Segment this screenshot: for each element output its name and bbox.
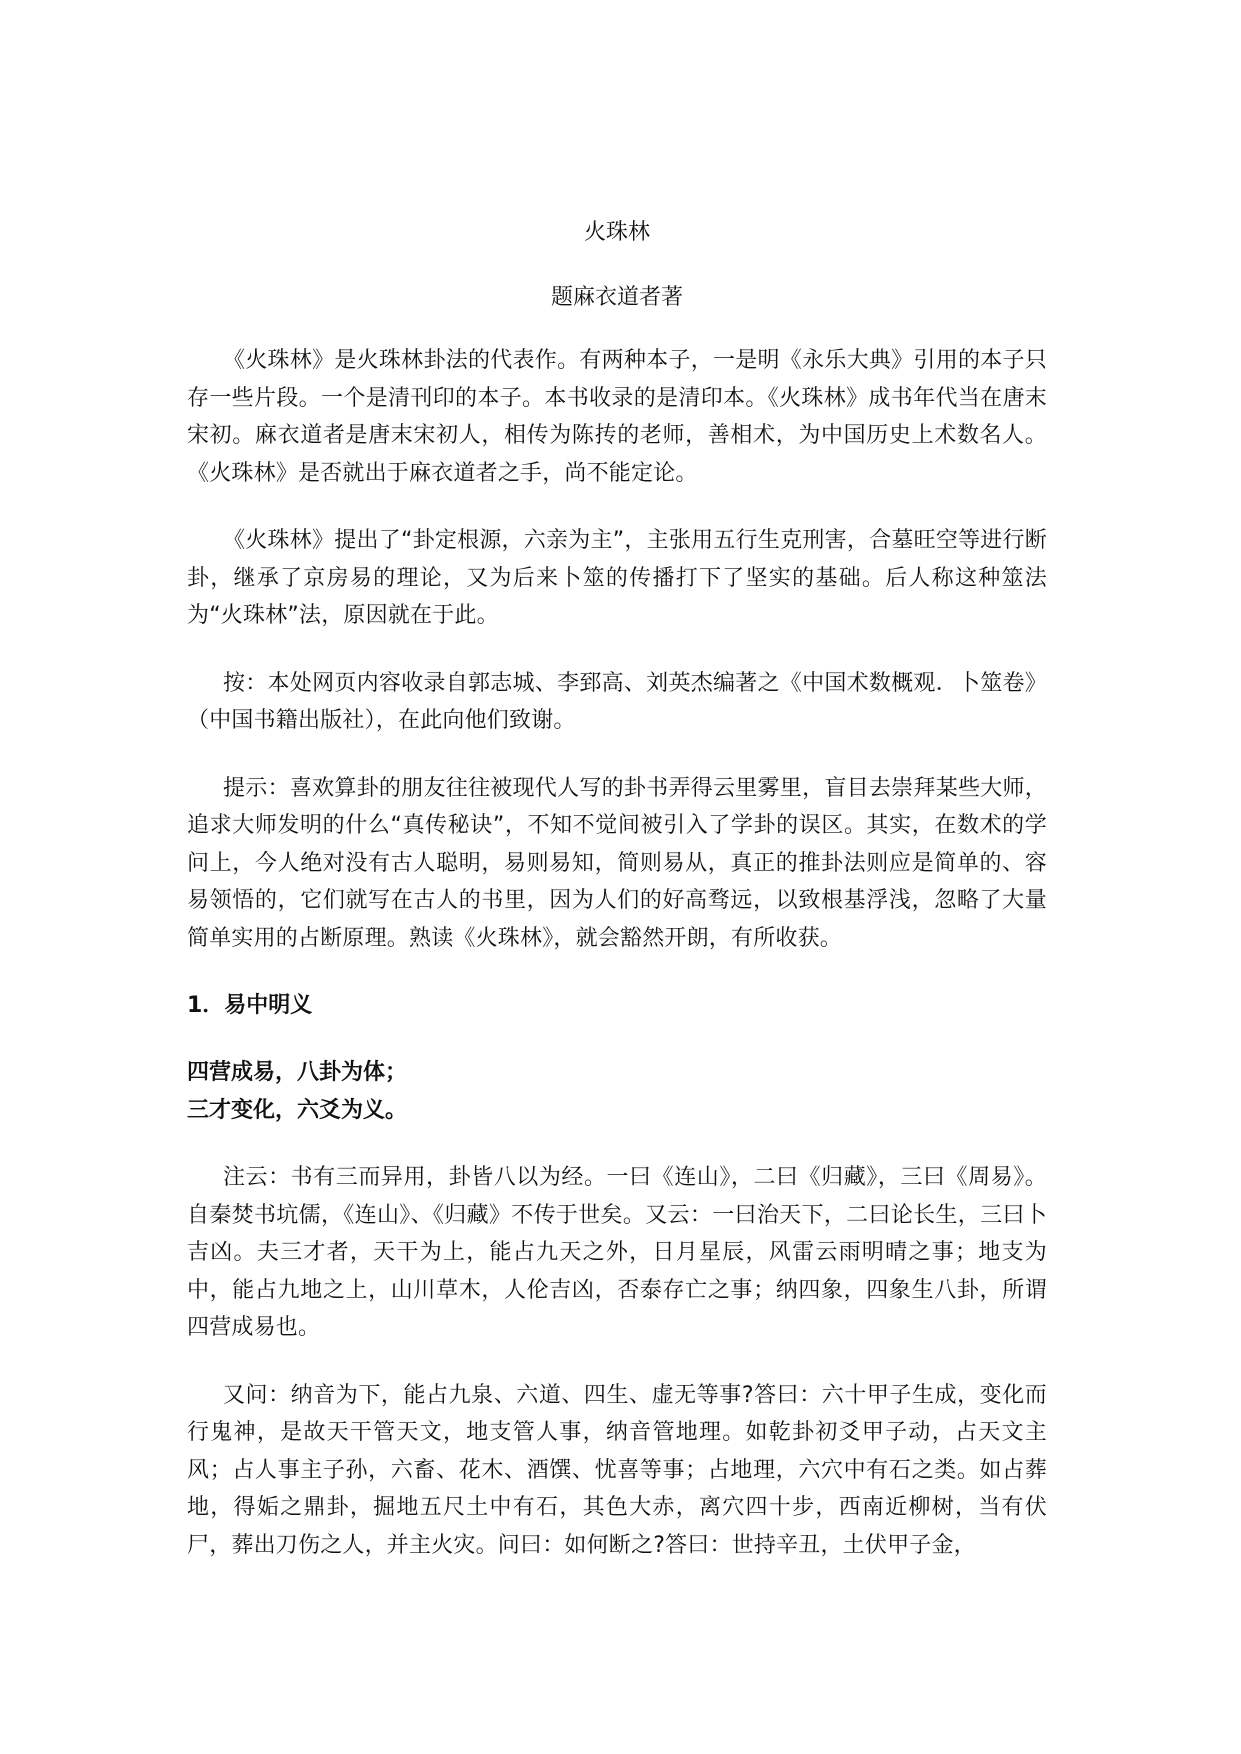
verse-line: 三才变化，六爻为义。 — [187, 1097, 408, 1123]
annotation-paragraph: 注云：书有三而异用，卦皆八以为经。一曰《连山》，二曰《归藏》，三曰《周易》。自秦焚书坑儒，《连山》、《归藏》不传于世矣。又云：一曰治天下，二曰论长生，三曰卜吉凶。夫三才者，天干为上，能占九天之外，日月星辰，风雷云雨明晴之事；地支为中，能占九地之上，山川草木，人伦吉凶，否泰存亡之事；纳四象，四象生八卦，所谓四营成易也。 — [187, 1165, 1047, 1340]
tip-paragraph: 提示：喜欢算卦的朋友往往被现代人写的卦书弄得云里雾里，盲目去崇拜某些大师，追求大师发明的什么“真传秘诀”，不知不觉间被引入了学卦的误区。其实，在数术的学问上，今人绝对没有古人聪明，易则易知，简则易从，真正的推卦法则应是简单的、容易领悟的，它们就写在古人的书里，因为人们的好高骛远，以致根基浮浅，忽略了大量简单实用的占断原理。熟读《火珠林》，就会豁然开朗，有所收获。 — [187, 775, 1047, 951]
document-title: 火珠林 — [583, 220, 650, 245]
document-body — [187, 214, 1047, 1564]
section-heading: 1．易中明义 — [187, 993, 313, 1018]
source-note-paragraph: 按：本处网页内容收录自郭志城、李郅高、刘英杰编著之《中国术数概观．卜筮卷》（中国书籍出版社），在此向他们致谢。 — [187, 670, 1047, 733]
method-paragraph: 《火珠林》提出了“卦定根源，六亲为主”，主张用五行生克刑害，合墓旺空等进行断卦，继承了京房易的理论，又为后来卜筮的传播打下了坚实的基础。后人称这种筮法为“火珠林”法，原因就在于此。 — [187, 528, 1047, 628]
verse-block — [187, 1054, 1047, 1129]
intro-paragraph: 《火珠林》是火珠林卦法的代表作。有两种本子，一是明《永乐大典》引用的本子只存一些片段。一个是清刊印的本子。本书收录的是清印本。《火珠林》成书年代当在唐末宋初。麻衣道者是唐末宋初人，相传为陈抟的老师，善相术，为中国历史上术数名人。《火珠林》是否就出于麻衣道者之手，尚不能定论。 — [187, 348, 1047, 486]
question-answer-paragraph: 又问：纳音为下，能占九泉、六道、四生、虚无等事?答曰：六十甲子生成，变化而行鬼神，是故天干管天文，地支管人事，纳音管地理。如乾卦初爻甲子动，占天文主风；占人事主子孙，六畜、花木、酒馔、忧喜等事；占地理，六穴中有石之类。如占葬地，得姤之鼎卦，掘地五尺土中有石，其色大赤，离穴四十步，西南近柳树，当有伏尸，葬出刀伤之人，并主火灾。问曰：如何断之?答曰：世持辛丑，土伏甲子金， — [187, 1382, 1047, 1558]
verse-line: 四营成易，八卦为体； — [187, 1060, 408, 1085]
author-line: 题麻衣道者著 — [550, 285, 683, 310]
